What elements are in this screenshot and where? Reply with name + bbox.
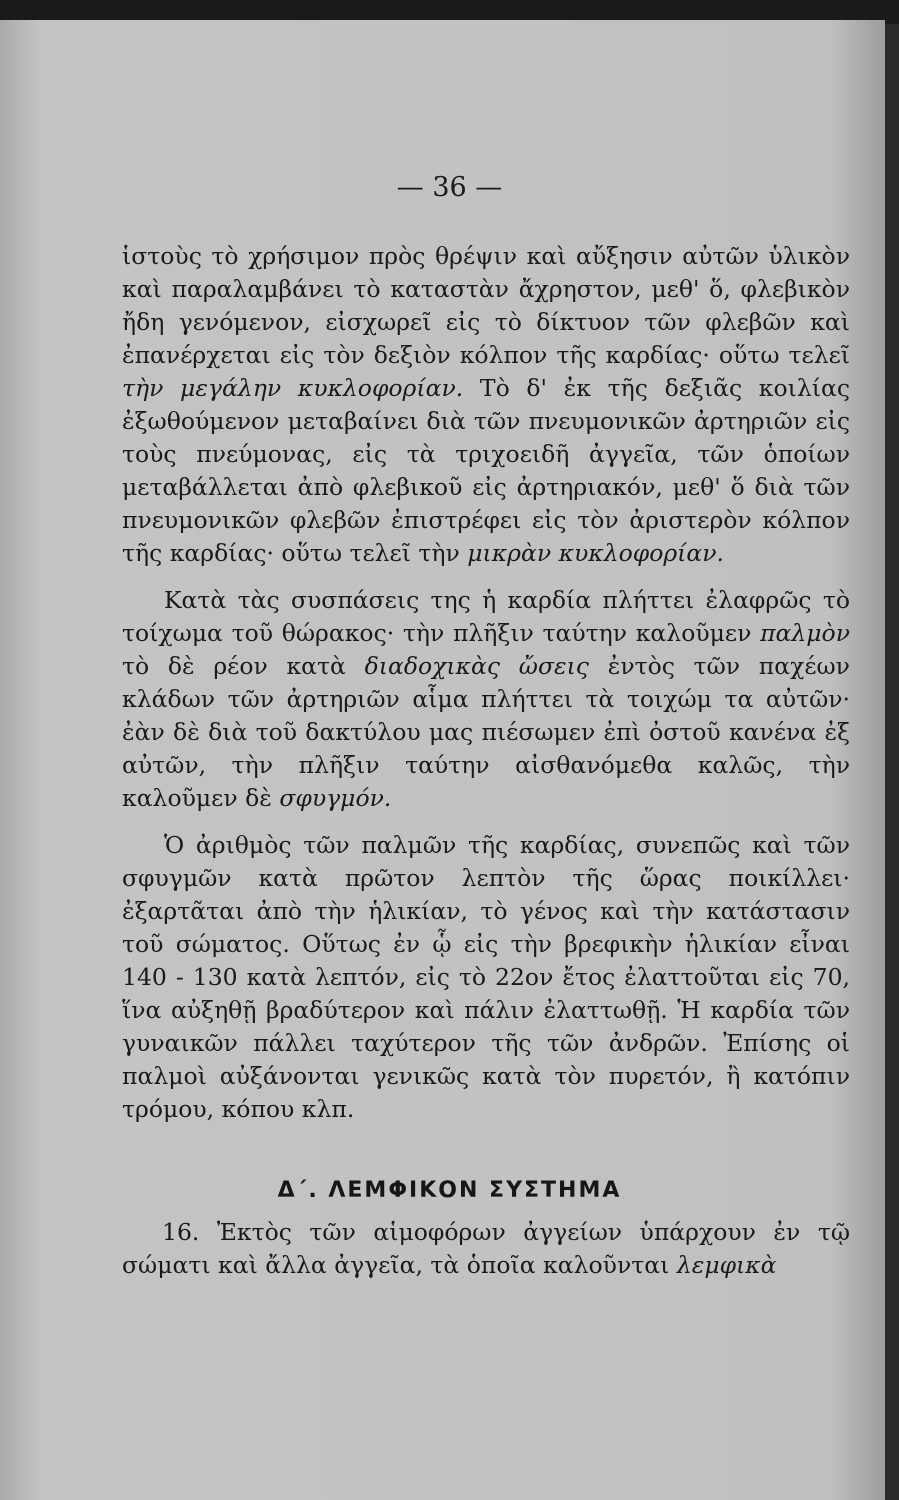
paragraph-4-italic: λεμφικὰ xyxy=(676,1251,777,1279)
paragraph-1-text-b: Τὸ δ' ἐκ τῆς δεξιᾶς κοιλίας ἐξωθούμενον μεταβαίνει διὰ τῶν πνευμονικῶν ἀρτηριῶν εἰς τοὺς πνεύμονας, εἰς τὰ τριχοειδῆ ἀγγεῖα, τῶν ὁποίων μεταβάλλεται ἀπὸ φλεβικοῦ εἰς ἀρτηριακόν, μεθ' ὅ διὰ τῶν πνευμονικῶν φλεβῶν ἐπιστρέφει εἰς τὸν ἀριστερὸν κόλπον τῆς καρδίας· οὕτω τελεῖ τὴν xyxy=(122,374,850,567)
page-number: — 36 — xyxy=(396,172,503,203)
paragraph-2-italic-b: διαδοχικὰς ὤσεις xyxy=(364,652,589,680)
paragraph-2 xyxy=(122,584,850,815)
section-heading: Δ΄. ΛΕΜΦΙΚΟΝ ΣΥΣΤΗΜΑ xyxy=(277,1178,622,1203)
paragraph-2-italic-c: σφυγμόν. xyxy=(279,784,392,812)
paragraph-1-italic-a: τὴν μεγάλην κυκλοφορίαν. xyxy=(122,374,464,402)
paragraph-4-text: 16. Ἐκτὸς τῶν αἱμοφόρων ἀγγείων ὑπάρχουν ἐν τῷ σώματι καὶ ἄλλα ἀγγεῖα, τὰ ὁποῖα καλοῦνται xyxy=(122,1218,850,1279)
paragraph-1 xyxy=(122,240,850,570)
paragraph-2-text-b: τὸ δὲ ρέον κατὰ xyxy=(122,652,346,680)
body-text-2 xyxy=(122,1216,850,1282)
paragraph-1-text-a: ἱστοὺς τὸ χρήσιμον πρὸς θρέψιν καὶ αὔξησιν αὐτῶν ὑλικὸν καὶ παραλαμβάνει τὸ καταστὰν ἄχρηστον, μεθ' ὅ, φλεβικὸν ἤδη γενόμενον, εἰσχωρεῖ εἰς τὸ δίκτυον τῶν φλεβῶν καὶ ἐπανέρχεται εἰς τὸν δεξιὸν κόλπον τῆς καρδίας· οὕτω τελεῖ xyxy=(122,242,850,369)
paragraph-1-italic-b: μικρὰν κυκλοφορίαν. xyxy=(467,539,725,567)
body-text xyxy=(122,240,850,1126)
paragraph-2-text-c: ἐντὸς τῶν παχέων κλάδων τῶν ἀρτηριῶν αἷμα πλήττει τὰ τοιχώμ τα αὐτῶν· ἐὰν δὲ διὰ τοῦ δακτύλου μας πιέσωμεν ἐπὶ ὀστοῦ κανένα ἐξ αὐτῶν, τὴν πλῆξιν ταύτην αἰσθανόμεθα καλῶς, τὴν καλοῦμεν δὲ xyxy=(122,652,850,812)
paragraph-4 xyxy=(122,1216,850,1282)
paragraph-3: Ὁ ἀριθμὸς τῶν παλμῶν τῆς καρδίας, συνεπῶς καὶ τῶν σφυγμῶν κατὰ πρῶτον λεπτὸν τῆς ὥρας ποικίλλει· ἐξαρτᾶται ἀπὸ τὴν ἡλικίαν, τὸ γένος καὶ τὴν κατάστασιν τοῦ σώματος. Οὕτως ἐν ᾧ εἰς τὴν βρεφικὴν ἡλικίαν εἶναι 140 - 130 κατὰ λεπτόν, εἰς τὸ 22ον ἔτος ἐλαττοῦται εἰς 70, ἵνα αὐξηθῇ βραδύτερον καὶ πάλιν ἐλαττωθῇ. Ἡ καρδία τῶν γυναικῶν πάλλει ταχύτερον τῆς τῶν ἀνδρῶν. Ἐπίσης οἱ παλμοὶ αὐξάνονται γενικῶς κατὰ τὸν πυρετόν, ἢ κατόπιν τρόμου, κόπου κλπ. xyxy=(122,831,850,1123)
paragraph-2-text-a: Κατὰ τὰς συσπάσεις της ἡ καρδία πλήττει ἐλαφρῶς τὸ τοίχωμα τοῦ θώρακος· τὴν πλῆξιν ταύτην καλοῦμεν xyxy=(122,586,850,647)
paragraph-2-italic-a: παλμὸν xyxy=(760,619,850,647)
